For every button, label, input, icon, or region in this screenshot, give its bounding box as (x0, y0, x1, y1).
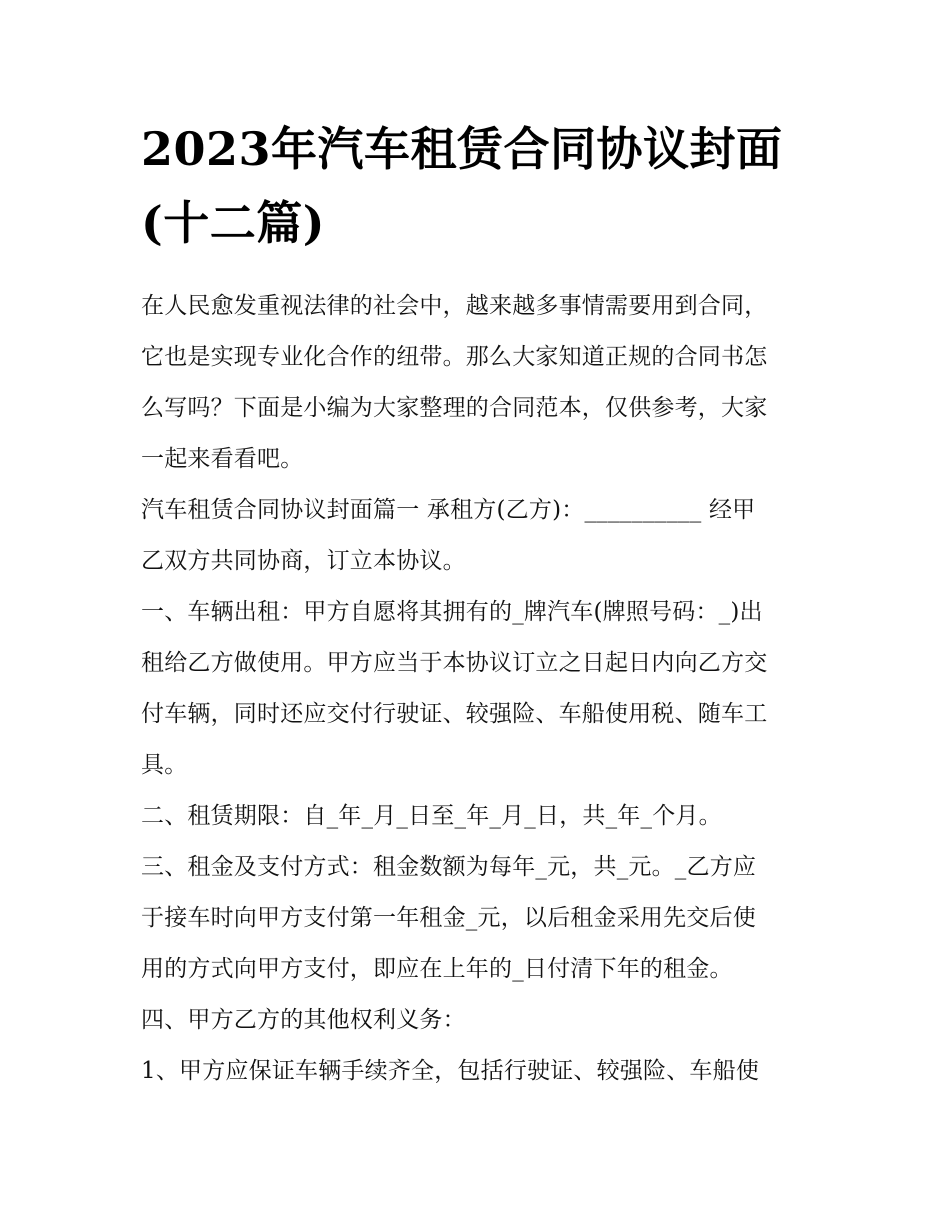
text-line: 乙双方共同协商，订立本协议。 (141, 548, 466, 574)
text-line: 于接车时向甲方支付第一年租金_元，以后租金采用先交后使 (141, 905, 756, 931)
document-body (141, 281, 813, 1097)
clause-rent-payment (141, 842, 813, 995)
document-title (141, 112, 813, 260)
document-content (141, 112, 813, 1097)
text-line: 租给乙方做使用。甲方应当于本协议订立之日起日内向乙方交 (141, 650, 768, 676)
text-line: 么写吗？下面是小编为大家整理的合同范本，仅供参考，大家 (141, 395, 768, 421)
text-line: 它也是实现专业化合作的纽带。那么大家知道正规的合同书怎 (141, 344, 768, 370)
text-line: 具。 (141, 752, 188, 778)
intro-paragraph (141, 281, 813, 485)
clause-vehicle-rental (141, 587, 813, 791)
text-line: 二、租赁期限：自_年_月_日至_年_月_日，共_年_个月。 (141, 803, 722, 829)
title-line: (十二篇) (141, 196, 326, 250)
clause-item-1 (141, 1046, 813, 1097)
text-line: 汽车租赁合同协议封面篇一 承租方(乙方)：__________ 经甲 (141, 497, 756, 523)
section-heading-paragraph (141, 485, 813, 587)
title-line: 2023年汽车租赁合同协议封面 (141, 122, 783, 176)
text-line: 在人民愈发重视法律的社会中，越来越多事情需要用到合同， (141, 293, 768, 319)
clause-rights-obligations (141, 995, 813, 1046)
text-line: 1、甲方应保证车辆手续齐全，包括行驶证、较强险、车船使 (141, 1058, 760, 1084)
clause-lease-term (141, 791, 813, 842)
text-line: 付车辆，同时还应交付行驶证、较强险、车船使用税、随车工 (141, 701, 768, 727)
text-line: 一、车辆出租：甲方自愿将其拥有的_牌汽车(牌照号码：_)出 (141, 599, 763, 625)
text-line: 一起来看看吧。 (141, 446, 304, 472)
text-line: 三、租金及支付方式：租金数额为每年_元，共_元。_乙方应 (141, 854, 757, 880)
text-line: 四、甲方乙方的其他权利义务： (141, 1007, 466, 1033)
text-line: 用的方式向甲方支付，即应在上年的_日付清下年的租金。 (141, 956, 733, 982)
